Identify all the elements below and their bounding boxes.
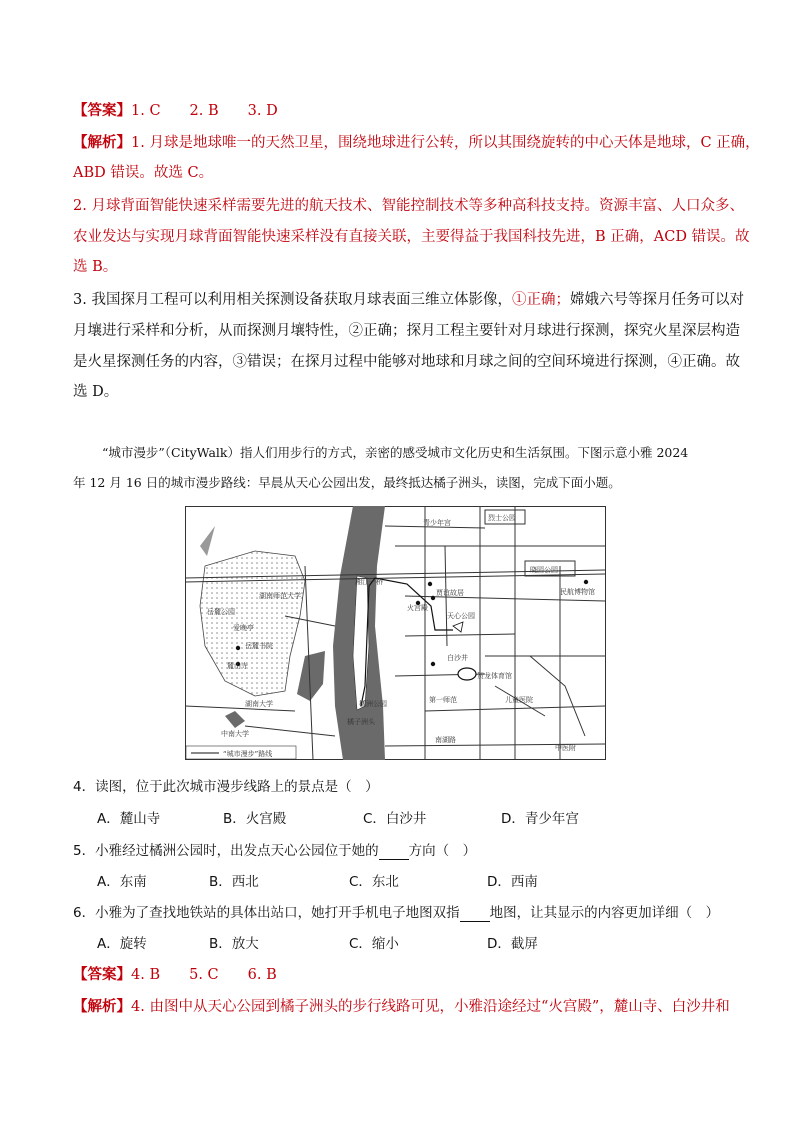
map-label: 中医附 <box>555 744 576 752</box>
answer-line-1 <box>73 102 278 120</box>
option-c[interactable]: C．白沙井 <box>363 811 427 827</box>
option-d[interactable]: D．青少年宫 <box>501 811 579 827</box>
option-b[interactable]: B．西北 <box>209 874 259 890</box>
map-label: 贺龙体育馆 <box>477 672 512 680</box>
option-d[interactable]: D．截屏 <box>487 936 538 952</box>
map-label: 湖南师范大学 <box>259 592 301 600</box>
analysis-line-1 <box>73 134 760 152</box>
intro-line-1: “城市漫步”（CityWalk）指人们用步行的方式，亲密的感受城市文化历史和生活氛围。下图示意小雅 2024 <box>102 445 689 460</box>
map-label: 天心公园 <box>447 612 475 620</box>
analysis-text-red: ①正确； <box>511 292 570 308</box>
map-label: 儿童医院 <box>505 696 533 704</box>
map-label: 南湖路 <box>435 736 456 744</box>
analysis-line-4: 农业发达与实现月球背面智能快速采样没有直接关联，主要得益于我国科技先进，B 正确，ACD 错误。故 <box>73 229 750 245</box>
city-walk-map <box>185 506 606 760</box>
question-6-stem <box>73 904 719 922</box>
map-label: 湘江一桥 <box>355 578 383 586</box>
stadium-icon <box>458 668 476 680</box>
option-a[interactable]: A．东南 <box>97 874 147 890</box>
option-d[interactable]: D．西南 <box>487 874 538 890</box>
map-label: 橘洲公园 <box>359 700 387 708</box>
map-label: 第一师范 <box>429 696 457 704</box>
analysis-tag: 【解析】 <box>73 134 131 151</box>
map-label: 岳麓书院 <box>245 642 273 650</box>
analysis-text: 4. 由图中从天心公园到橘子洲头的步行线路可见，小雅沿途经过“火宫殿”，麓山寺、白沙井和 <box>131 999 730 1015</box>
map-label: 烈士公园 <box>488 514 516 522</box>
analysis-text: 1. 月球是地球唯一的天然卫星，围绕地球进行公转，所以其围绕旋转的中心天体是地球，C 正确， <box>131 135 760 151</box>
analysis-tag: 【解析】 <box>73 998 131 1015</box>
option-a[interactable]: A．麓山寺 <box>97 811 161 827</box>
question-text: 方向（ ） <box>408 843 477 859</box>
answer-blank <box>379 845 409 860</box>
map-label: 晓园公园 <box>530 566 558 574</box>
analysis-line-6 <box>73 291 744 309</box>
answer-tag: 【答案】 <box>73 966 131 983</box>
answer-line-2 <box>73 966 277 984</box>
option-b[interactable]: B．放大 <box>209 936 259 952</box>
option-c[interactable]: C．缩小 <box>349 936 399 952</box>
answer-text: 1. C 2. B 3. D <box>131 103 278 119</box>
map-label: 火宫殿 <box>407 604 428 612</box>
map-label: 白沙井 <box>447 654 468 662</box>
map-label: 爱晚亭 <box>233 624 254 632</box>
map-label: 民航博物馆 <box>560 588 595 596</box>
option-b[interactable]: B．火宫殿 <box>223 811 287 827</box>
analysis-text: 3. 我国探月工程可以利用相关探测设备获取月球表面三维立体影像， <box>73 292 512 308</box>
analysis-line-8: 是火星探测任务的内容，③错误；在探月过程中能够对地球和月球之间的空间环境进行探测，④正确。故 <box>73 354 740 370</box>
map-label: 橘子洲头 <box>347 718 375 726</box>
question-5-options <box>97 873 538 891</box>
question-text: 5．小雅经过橘洲公园时，出发点天心公园位于她的 <box>73 843 379 859</box>
analysis-line-2: ABD 错误。故选 C。 <box>73 165 214 181</box>
analysis-line-5: 选 B。 <box>73 259 118 275</box>
map-label: 岳麓公园 <box>207 608 235 616</box>
map-label: 麓山寺 <box>227 662 248 670</box>
map-label: 湖南大学 <box>245 700 273 708</box>
map-label: 中南大学 <box>221 730 249 738</box>
question-4-options <box>97 810 579 828</box>
answer-text: 4. B 5. C 6. B <box>131 967 277 983</box>
question-4-stem: 4．读图，位于此次城市漫步线路上的景点是（ ） <box>73 779 379 795</box>
analysis-line-9: 选 D。 <box>73 384 119 400</box>
analysis-line-3: 2. 月球背面智能快速采样需要先进的航天技术、智能控制技术等多种高科技支持。资源丰富、人口众多、 <box>73 198 744 214</box>
option-c[interactable]: C．东北 <box>349 874 399 890</box>
answer-tag: 【答案】 <box>73 102 131 119</box>
question-text: 6．小雅为了查找地铁站的具体出站口，她打开手机电子地图双指 <box>73 905 460 921</box>
analysis-line-10 <box>73 998 730 1016</box>
map-label: 贾谊故居 <box>436 589 464 597</box>
legend-label: “城市漫步”路线 <box>223 750 273 758</box>
answer-blank <box>460 907 490 922</box>
option-a[interactable]: A．旋转 <box>97 936 147 952</box>
question-text: 地图，让其显示的内容更加详细（ ） <box>489 905 720 921</box>
question-6-options <box>97 935 538 953</box>
analysis-line-7: 月壤进行采样和分析，从而探测月壤特性，②正确；探月工程主要针对月球进行探测，探究火星深层构造 <box>73 323 740 339</box>
analysis-text: 嫦娥六号等探月任务可以对 <box>569 292 744 308</box>
map-label: 青少年宫 <box>423 519 451 527</box>
intro-line-2: 年 12 月 16 日的城市漫步路线：早晨从天心公园出发，最终抵达橘子洲头，读图，完成下面小题。 <box>73 475 621 490</box>
question-5-stem <box>73 842 476 860</box>
